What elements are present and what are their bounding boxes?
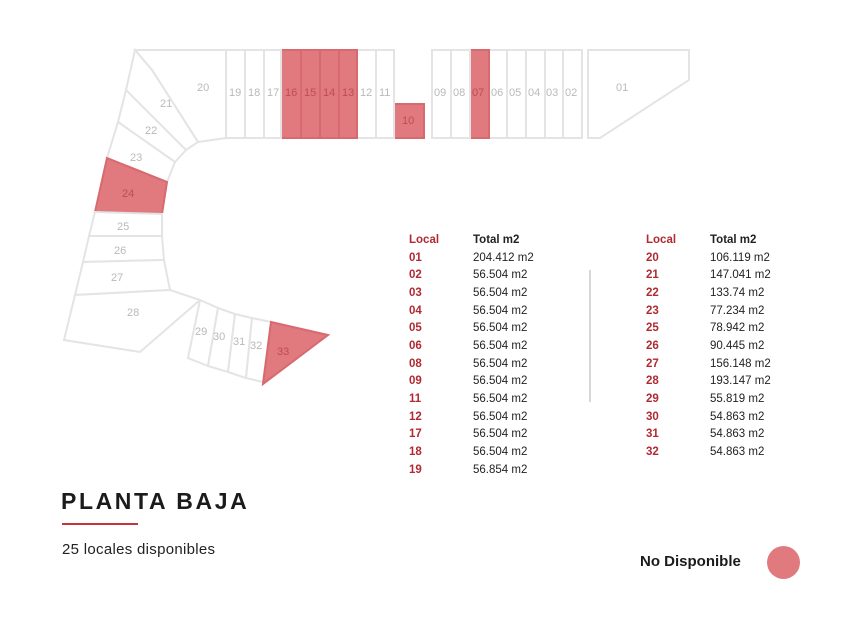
lot-label: 15 [304,87,317,99]
table-row [409,355,534,373]
header-total: Total m2 [710,233,757,246]
lot-label: 14 [323,87,336,99]
legend-label: No Disponible [640,553,741,570]
row-area: 56.504 m2 [473,304,528,317]
row-area: 56.504 m2 [473,357,528,370]
legend-dot [767,546,800,579]
lot-label: 25 [117,221,130,233]
area-table-left [409,231,534,479]
lot-label: 09 [434,87,447,99]
lot-01[interactable] [588,50,689,138]
table-row [646,443,771,461]
row-local: 30 [646,410,659,423]
row-area: 56.854 m2 [473,463,528,476]
row-local: 01 [409,251,422,264]
lot-label: 07 [472,87,485,99]
row-area: 54.863 m2 [710,446,765,459]
row-area: 77.234 m2 [710,304,765,317]
table-row [646,426,771,444]
lot-label: 17 [267,87,280,99]
lot-label: 13 [342,87,355,99]
row-area: 193.147 m2 [710,375,771,388]
lot-label: 12 [360,87,373,99]
row-local: 29 [646,393,659,406]
table-row [646,373,771,391]
table-row [646,319,771,337]
table-row [646,355,771,373]
lot-28[interactable] [64,290,200,352]
lot-33[interactable] [263,322,328,384]
row-area: 56.504 m2 [473,375,528,388]
lot-label: 29 [195,326,208,338]
row-local: 25 [646,322,659,335]
lot-label: 21 [160,98,173,110]
row-area: 56.504 m2 [473,393,528,406]
table-row [409,319,534,337]
lot-label: 22 [145,125,158,137]
table-divider [589,270,591,402]
row-local: 08 [409,357,422,370]
row-local: 19 [409,463,422,476]
row-area: 147.041 m2 [710,269,771,282]
lot-label: 26 [114,245,127,257]
row-area: 56.504 m2 [473,446,528,459]
table-row [646,408,771,426]
row-local: 04 [409,304,422,317]
lot-label: 20 [197,82,210,94]
lot-label: 32 [250,340,263,352]
row-local: 18 [409,446,422,459]
header-local: Local [409,233,440,246]
row-area: 133.74 m2 [710,286,765,299]
lot-label: 08 [453,87,466,99]
lot-label: 24 [122,188,135,200]
table-row [646,302,771,320]
row-area: 56.504 m2 [473,286,528,299]
row-local: 32 [646,446,659,459]
row-area: 78.942 m2 [710,322,765,335]
row-local: 03 [409,286,422,299]
table-row [409,408,534,426]
row-area: 55.819 m2 [710,393,765,406]
table-row [646,390,771,408]
table-row [646,266,771,284]
table-row [646,284,771,302]
row-area: 106.119 m2 [710,251,770,264]
row-area: 90.445 m2 [710,339,765,352]
row-local: 06 [409,339,422,352]
area-table-right [646,231,771,461]
lot-label: 06 [491,87,504,99]
table-row [409,284,534,302]
lot-label: 05 [509,87,522,99]
row-local: 23 [646,304,659,317]
lot-label: 27 [111,272,124,284]
table-row [409,390,534,408]
table-row [409,426,534,444]
table-row [409,249,534,267]
table-row [646,249,771,267]
lot-label: 18 [248,87,261,99]
table-row [409,443,534,461]
page-subtitle: 25 locales disponibles [62,541,216,558]
header-local: Local [646,233,677,246]
table-row [409,461,534,479]
lot-label: 11 [379,87,391,99]
row-local: 05 [409,322,422,335]
lot-label: 16 [285,87,298,99]
row-local: 17 [409,428,422,441]
table-row [409,373,534,391]
row-area: 56.504 m2 [473,339,528,352]
table-row [409,302,534,320]
lot-label: 30 [213,331,226,343]
row-local: 27 [646,357,659,370]
row-local: 20 [646,251,659,264]
row-local: 11 [409,393,422,406]
row-local: 02 [409,269,422,282]
lot-label: 10 [402,115,415,127]
title-underline [62,523,138,525]
page-title: PLANTA BAJA [61,488,250,514]
row-area: 56.504 m2 [473,322,528,335]
header-total: Total m2 [473,233,520,246]
row-area: 54.863 m2 [710,428,765,441]
row-area: 156.148 m2 [710,357,771,370]
row-area: 56.504 m2 [473,410,528,423]
lot-label: 03 [546,87,559,99]
lot-label: 33 [277,346,290,358]
row-local: 31 [646,428,659,441]
lot-label: 28 [127,307,140,319]
lot-label: 01 [616,82,629,94]
row-local: 22 [646,286,659,299]
lot-label: 04 [528,87,541,99]
row-local: 21 [646,269,659,282]
table-header [646,231,771,249]
row-local: 28 [646,375,659,388]
row-area: 56.504 m2 [473,269,528,282]
table-row [409,337,534,355]
row-area: 56.504 m2 [473,428,528,441]
table-header [409,231,534,249]
row-area: 54.863 m2 [710,410,765,423]
row-local: 09 [409,375,422,388]
lot-label: 02 [565,87,578,99]
lot-label: 23 [130,152,143,164]
lot-label: 19 [229,87,242,99]
table-row [409,266,534,284]
row-local: 12 [409,410,422,423]
lot-label: 31 [233,336,246,348]
table-row [646,337,771,355]
row-area: 204.412 m2 [473,251,534,264]
row-local: 26 [646,339,659,352]
